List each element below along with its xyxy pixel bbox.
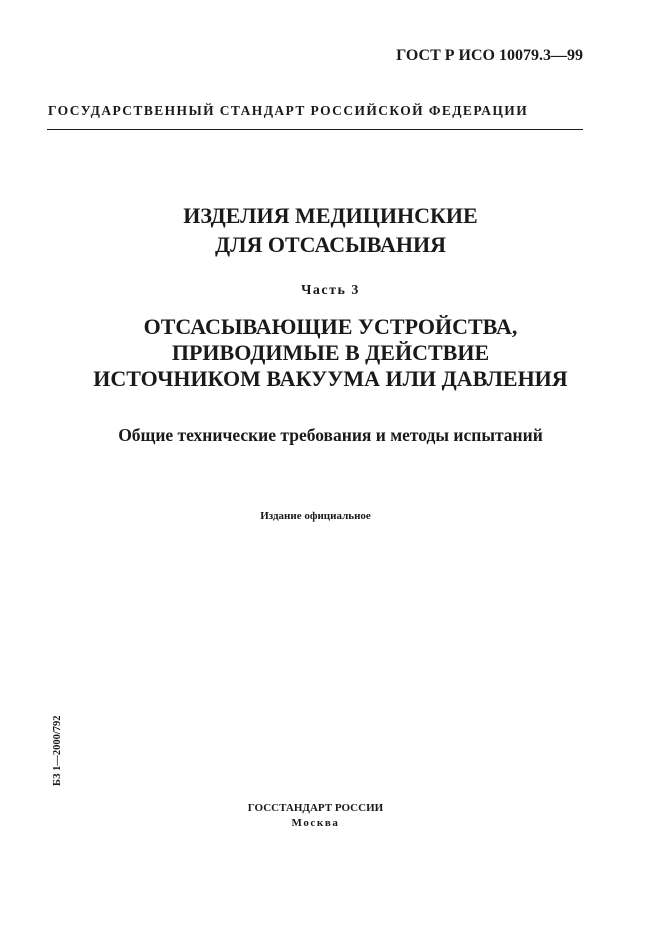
header-divider: [47, 129, 583, 130]
publisher-name: ГОССТАНДАРТ РОССИИ: [247, 802, 384, 814]
edition-note: Издание официальное: [260, 510, 371, 522]
document-subtitle: Общие технические требования и методы испытаний: [118, 425, 543, 445]
title-line-2: ДЛЯ ОТСАСЫВАНИЯ: [214, 232, 447, 257]
side-catalog-code: БЗ 1—2000/792: [52, 715, 63, 786]
document-number: ГОСТ Р ИСО 10079.3—99: [396, 47, 583, 64]
part-title-line-2: ПРИВОДИМЫЕ В ДЕЙСТВИЕ: [171, 340, 490, 365]
part-label: Часть 3: [301, 283, 360, 298]
part-title-line-3: ИСТОЧНИКОМ ВАКУУМА ИЛИ ДАВЛЕНИЯ: [93, 366, 568, 391]
part-title: [0, 314, 661, 392]
publisher-block: [0, 801, 631, 831]
part-title-line-1: ОТСАСЫВАЮЩИЕ УСТРОЙСТВА,: [143, 314, 518, 339]
document-title: [0, 201, 661, 259]
title-line-1: ИЗДЕЛИЯ МЕДИЦИНСКИЕ: [183, 203, 478, 228]
state-standard-heading: ГОСУДАРСТВЕННЫЙ СТАНДАРТ РОССИЙСКОЙ ФЕДЕРАЦИИ: [48, 103, 529, 118]
publisher-city: Москва: [291, 817, 340, 829]
